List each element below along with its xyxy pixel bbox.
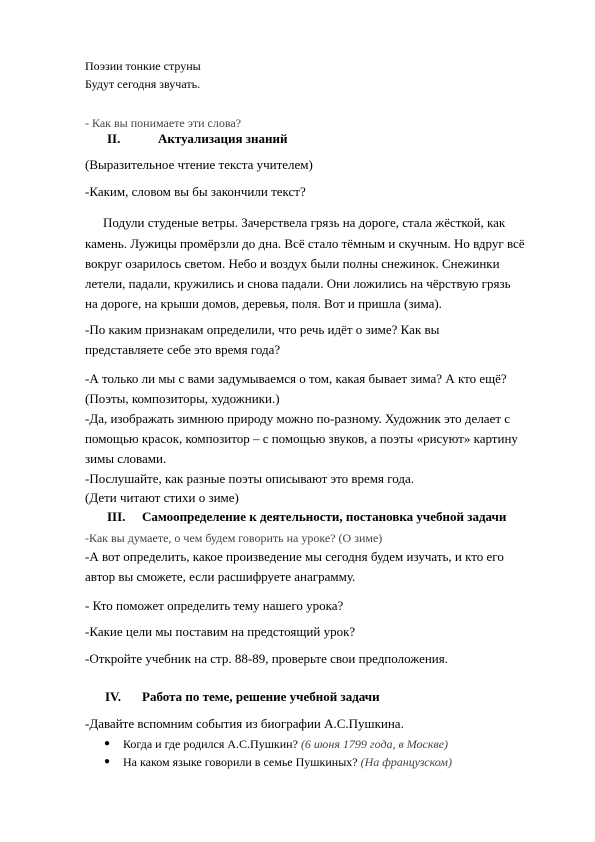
question-think: -А только ли мы с вами задумываемся о том, какая бывает зима? А кто ещё? bbox=[85, 371, 507, 386]
listen-instruction: -Послушайте, как разные поэты описывают это время года. bbox=[85, 471, 415, 486]
question-topic: - Кто поможет определить тему нашего урока? bbox=[85, 598, 344, 613]
question-signs-2: представляете себе это время года? bbox=[85, 342, 281, 357]
poem-line-1: Поэзии тонкие струны bbox=[85, 59, 201, 73]
section-2-title: Актуализация знаний bbox=[158, 131, 288, 146]
bullet-answer: (6 июня 1799 года, в Москве) bbox=[300, 737, 449, 751]
section-3-title: Самоопределение к деятельности, постановка учебной задачи bbox=[142, 509, 507, 524]
story-line: летели, падали, кружились и снова падали. Они ложились на чёрствую грязь bbox=[85, 276, 511, 291]
question-signs-1: -По каким признакам определили, что речь идёт о зиме? Как вы bbox=[85, 322, 440, 337]
story-line: вокруг озарилось светом. Небо и воздух были полны снежинок. Снежинки bbox=[85, 256, 500, 271]
story-line: камень. Лужицы промёрзли до дна. Всё стало тёмным и скучным. Но вдруг всё bbox=[85, 236, 525, 251]
bullet-question: На каком языке говорили в семье Пушкиных? bbox=[123, 755, 361, 769]
recall-instruction: -Давайте вспомним события из биографии А.С.Пушкина. bbox=[85, 716, 404, 731]
bullet-item bbox=[123, 736, 448, 752]
question-meaning: - Как вы понимаете эти слова? bbox=[85, 116, 242, 130]
section-3-number: III. bbox=[107, 509, 126, 524]
anagram-line-1: -А вот определить, какое произведение мы сегодня будем изучать, и кто его bbox=[85, 549, 504, 564]
bullet-icon: ● bbox=[104, 756, 111, 767]
art-line-3: зимы словами. bbox=[85, 451, 167, 466]
poem-line-2: Будут сегодня звучать. bbox=[85, 77, 201, 91]
bullet-item bbox=[123, 754, 452, 770]
question-goals: -Какие цели мы поставим на предстоящий урок? bbox=[85, 624, 356, 639]
anagram-line-2: автор вы сможете, если расшифруете анаграмму. bbox=[85, 569, 356, 584]
bullet-icon: ● bbox=[104, 738, 111, 749]
story-line: на дороге, на крыши домов, деревья, поля. Вот и пришла (зима). bbox=[85, 296, 442, 311]
section-2-number: II. bbox=[107, 131, 121, 146]
kids-note: (Дети читают стихи о зиме) bbox=[85, 490, 239, 505]
question-about: -Как вы думаете, о чем будем говорить на уроке? (О зиме) bbox=[85, 531, 383, 545]
section-4-number: IV. bbox=[105, 689, 122, 704]
story-line: Подули студеные ветры. Зачерствела грязь на дороге, стала жёсткой, как bbox=[103, 215, 506, 230]
section-4-title: Работа по теме, решение учебной задачи bbox=[142, 689, 380, 704]
answer-artists: (Поэты, композиторы, художники.) bbox=[85, 391, 280, 406]
reading-note: (Выразительное чтение текста учителем) bbox=[85, 157, 313, 172]
bullet-question: Когда и где родился А.С.Пушкин? bbox=[123, 737, 301, 751]
bullet-answer: (На французском) bbox=[360, 755, 452, 769]
question-finish: -Каким, словом вы бы закончили текст? bbox=[85, 184, 306, 199]
art-line-1: -Да, изображать зимнюю природу можно по-разному. Художник это делает с bbox=[85, 411, 511, 426]
art-line-2: помощью красок, композитор – с помощью звуков, а поэты «рисуют» картину bbox=[85, 431, 518, 446]
open-book-instruction: -Откройте учебник на стр. 88-89, проверьте свои предположения. bbox=[85, 651, 448, 666]
